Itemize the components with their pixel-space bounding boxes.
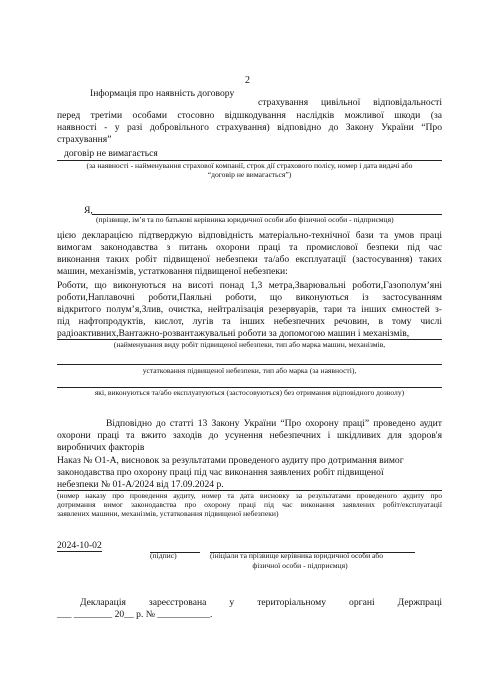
- declaration-line-2: вимогам законодавства з питань охорони праці та промислової безпеки під час: [57, 242, 442, 253]
- declarant-note: (прізвище, ім’я та по батькові керівника юридичної особи або фізичної особи - підприємця): [96, 215, 394, 224]
- insurance-note-1: (за наявності - найменування страхової компанії, строк дії страхового полісу, номер і дата видачі або: [86, 161, 413, 170]
- signature-date: 2024-10-02: [57, 540, 102, 551]
- order-note-3: заявлених машини, механізмів, устатковання підвищеної небезпеки): [57, 509, 279, 518]
- insurance-lead: Інформація про наявність договору: [90, 88, 235, 99]
- insurance-note-2: “договір не вимагається”): [207, 170, 292, 179]
- works-line-2: роботи,Наплавочні роботи,Паяльні роботи, що виконуються із застосуванням: [57, 292, 442, 303]
- insurance-line-2: перед третіми особами стосовно відшкодування наслідків можливої шкоди (за: [57, 110, 442, 121]
- works-line-4: під нафтопродуктів, кислот, лугів та інших небезпечних речовин, в тому числі: [57, 316, 442, 327]
- name-note-1: (ініціали та прізвище керівника юридичної особи або: [210, 551, 384, 560]
- equipment-underline: [57, 364, 442, 365]
- works-line-3: відкритого полум’я,Злив, очистка, нейтралізація резервуарів, тари та інших ємностей з-: [57, 304, 442, 315]
- equipment-note: устатковання підвищеної небезпеки, тип або марка (за наявності),: [142, 366, 357, 375]
- insurance-value: договір не вимагається: [64, 148, 158, 159]
- works-note: (найменування виду робіт підвищеної небезпеки, тип або марка машин, механізмів,: [113, 340, 386, 349]
- audit-line-3: виробничих факторів: [57, 442, 145, 453]
- order-line-1: Наказ № О1-А, висновок за результатами проведеного аудиту про дотримання вимог: [57, 455, 404, 466]
- insurance-line-3: наявності - у разі добровільного страхування) відповідно до Закону України “Про: [57, 122, 442, 133]
- declaration-line-4: машин, механізмів, устатковання підвищеної небезпеки:: [57, 266, 288, 277]
- order-note-2: дотримання вимог законодавства про охорону праці під час виконання заявлених робіт/експлуатації: [57, 500, 442, 509]
- works-line-5: радіоактивних,Вантажно-розвантажувальні роботи за допомогою машин і механізмів,: [57, 328, 410, 339]
- order-line-2: законодавства про охорону праці під час виконання заявлених робіт підвищеної: [57, 467, 384, 478]
- signature-note: (підпис): [150, 551, 177, 560]
- insurance-line-4: страхування”: [57, 134, 112, 145]
- audit-line-2: охорони праці та вжито заходів до усунення небезпечних і шкідливих для здоров'я: [57, 430, 442, 441]
- declarant-prefix: Я,: [84, 205, 93, 216]
- insurance-line-1: страхування цивільної відповідальності: [258, 97, 442, 108]
- performed-note: які, виконуються та/або експлуатуються (застосовуються) без отримання відповідного дозволу): [94, 388, 405, 397]
- order-note-1: (номер наказу про проведення аудиту, номер та дата висновку за результатами проведеного аудиту про: [57, 491, 442, 500]
- registration-line-1: Декларація зареєстрована у територіальному органі Держпраці: [80, 597, 442, 608]
- declaration-line-1: цією декларацією підтверджую відповідність матеріально-технічної бази та умов праці: [57, 230, 442, 241]
- registration-line-2: ___ ________ 20__ р. № ___________.: [57, 609, 213, 620]
- declaration-line-3: виконання таких робіт підвищеної небезпеки та/або експлуатації (застосування) таких: [57, 254, 442, 265]
- order-line-3: небезпеки № 01-А/2024 від 17.09.2024 р.: [57, 479, 224, 490]
- works-line-1: Роботи, що виконуються на висоті понад 1,3 метра,Зварювальні роботи,Газополум’яні: [57, 280, 442, 291]
- page-number: 2: [245, 75, 250, 86]
- name-note-2: фізичної особи - підприємця): [252, 561, 348, 570]
- audit-line-1: Відповідно до статті 13 Закону України “Про охорону праці” проведено аудит: [106, 418, 442, 429]
